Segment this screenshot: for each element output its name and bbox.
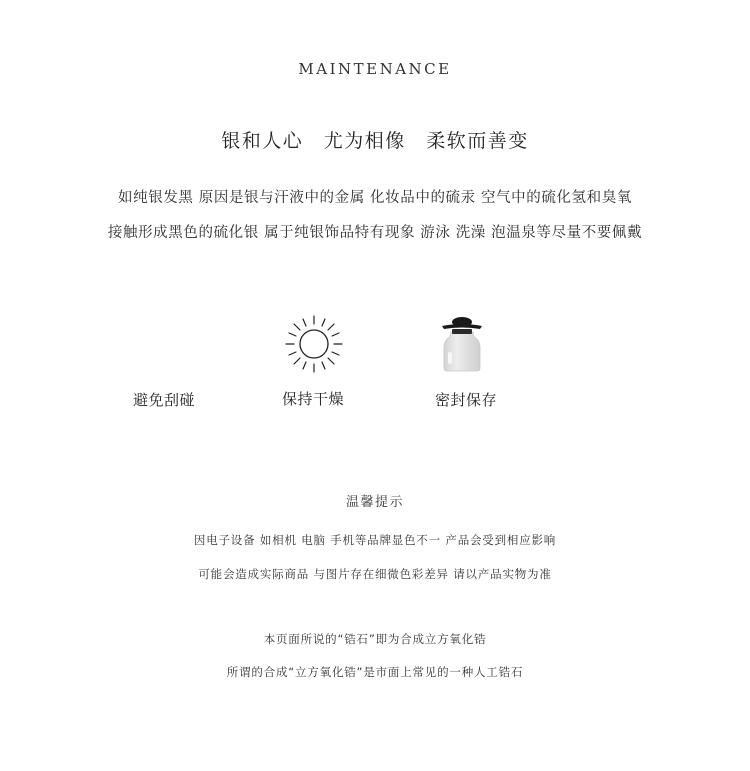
tips-title: 温馨提示 (345, 495, 404, 510)
zircon-note-line-2: 所谓的合成“立方氧化锆”是市面上常见的一种人工锆石 (226, 665, 524, 679)
care-label-sealed-storage: 密封保存 (435, 391, 498, 409)
tips-line-2: 可能会造成实际商品 与图片存在细微色彩差异 请以产品实物为准 (198, 567, 552, 581)
care-label-keep-dry: 保持干燥 (282, 390, 345, 408)
section-heading: MAINTENANCE (298, 60, 452, 78)
sealed-jar-icon (430, 314, 494, 378)
description-line-1: 如纯银发黑 原因是银与汗液中的金属 化妆品中的硫汞 空气中的硫化氢和臭氧 (118, 190, 632, 206)
description-line-2: 接触形成黑色的硫化银 属于纯银饰品特有现象 游泳 洗澡 泡温泉等尽量不要佩戴 (107, 225, 643, 241)
tips-line-1: 因电子设备 如相机 电脑 手机等品牌显色不一 产品会受到相应影响 (193, 533, 557, 547)
subtitle: 银和人心 尤为相像 柔软而善变 (221, 130, 529, 152)
sun-icon (282, 312, 346, 376)
care-label-avoid-scratch: 避免刮碰 (133, 391, 196, 409)
zircon-note-line-1: 本页面所说的“锆石”即为合成立方氧化锆 (263, 632, 487, 646)
